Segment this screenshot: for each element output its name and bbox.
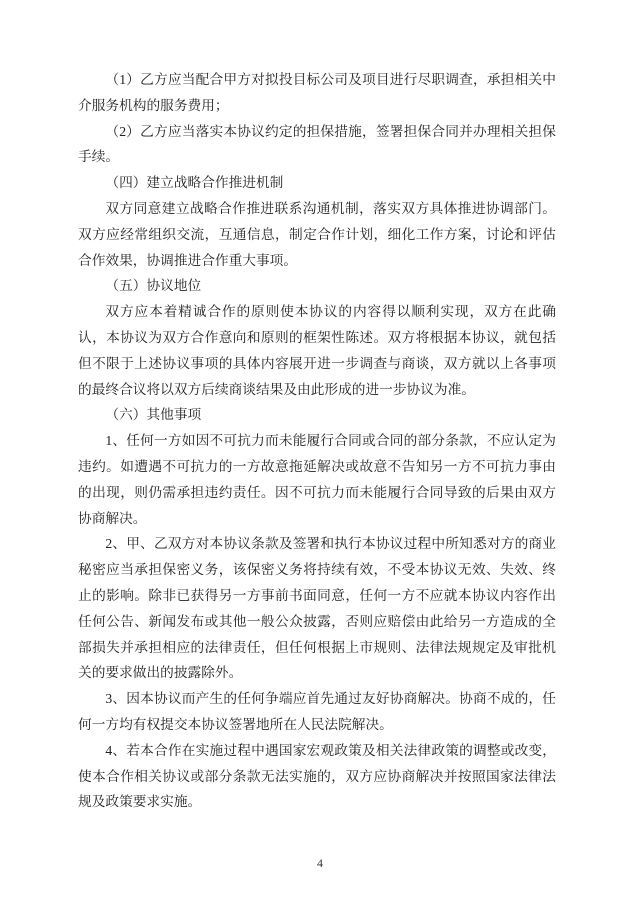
paragraph-other-item-3: 3、因本协议而产生的任何争端应首先通过友好协商解决。协商不成的，任何一方均有权提交本协议签署地所在人民法院解决。 <box>78 691 556 732</box>
paragraph-other-item-2: 2、甲、乙双方对本协议条款及签署和执行本协议过程中所知悉对方的商业秘密应当承担保密义务，该保密义务将持续有效，不受本协议无效、失效、终止的影响。除非已获得另一方事前书面同意，任何一方不应就本协议内容作出任何公告、新闻发布或其他一般公众披露，否则应赔偿由此给另一方造成的全部损失并承担相应的法律责任，但任何根据上市规则、法律法规规定及审批机关的要求做出的披露除外。 <box>78 536 556 681</box>
page-number: 4 <box>317 856 323 870</box>
paragraph-section-5-body: 双方应本着精诚合作的原则使本协议的内容得以顺利实现，双方在此确认，本协议为双方合作意向和原则的框架性陈述。双方将根据本协议，就包括但不限于上述协议事项的具体内容展开进一步调查与商谈，双方就以上各事项的最终合议将以双方后续商谈结果及由此形成的进一步协议为准。 <box>78 304 556 397</box>
section-heading-4: （四）建立战略合作推进机制 <box>105 175 284 191</box>
section-heading-6: （六）其他事项 <box>105 407 202 423</box>
section-heading-5: （五）协议地位 <box>105 278 202 294</box>
document-body <box>78 67 556 815</box>
paragraph-subclause-1: （1）乙方应当配合甲方对拟投目标公司及项目进行尽职调查，承担相关中介服务机构的服务费用； <box>78 72 556 113</box>
paragraph-section-4-body: 双方同意建立战略合作推进联系沟通机制，落实双方具体推进协调部门。双方应经常组织交流，互通信息，制定合作计划，细化工作方案，讨论和评估合作效果，协调推进合作重大事项。 <box>78 200 556 268</box>
paragraph-subclause-2: （2）乙方应当落实本协议约定的担保措施，签署担保合同并办理相关担保手续。 <box>78 123 556 165</box>
paragraph-other-item-1: 1、任何一方如因不可抗力而未能履行合同或合同的部分条款，不应认定为违约。如遭遇不可抗力的一方故意拖延解决或故意不告知另一方不可抗力事由的出现，则仍需承担违约责任。因不可抗力而未能履行合同导致的后果由双方协商解决。 <box>78 433 556 526</box>
paragraph-other-item-4: 4、若本合作在实施过程中遇国家宏观政策及相关法律政策的调整或改变，使本合作相关协议或部分条款无法实施的，双方应协商解决并按照国家法律法规及政策要求实施。 <box>78 742 556 810</box>
